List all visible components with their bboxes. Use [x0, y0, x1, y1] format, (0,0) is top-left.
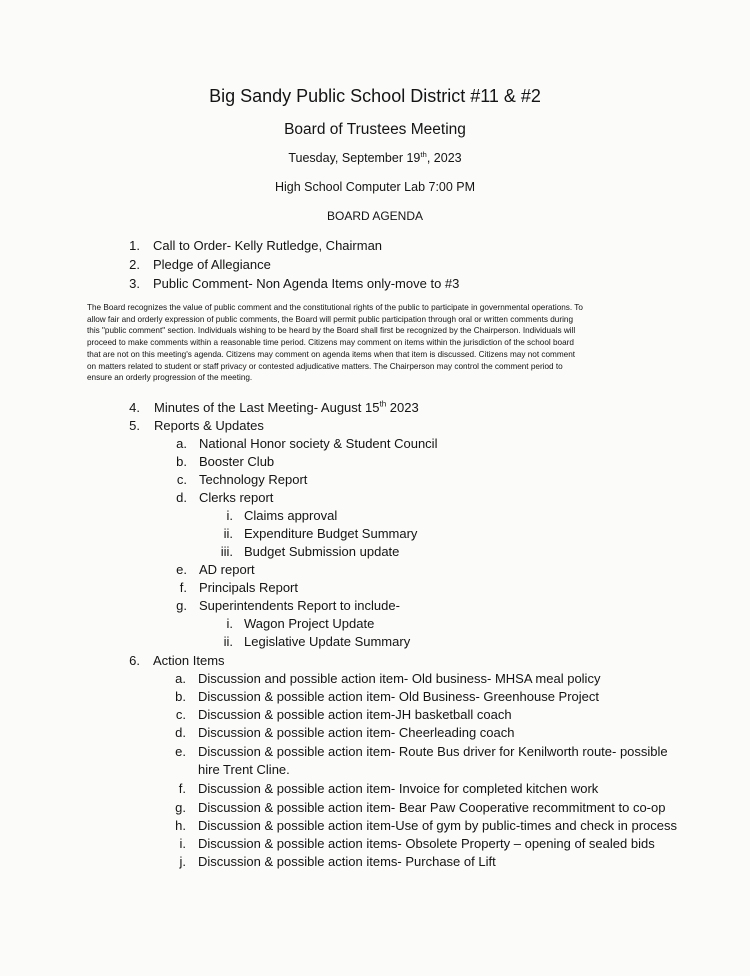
meeting-title: Board of Trustees Meeting — [284, 121, 466, 138]
meeting-location: High School Computer Lab 7:00 PM — [274, 180, 476, 194]
meeting-date: Tuesday, September 19th, 2023 — [288, 149, 462, 165]
district-title: Big Sandy Public School District #11 & #2 — [209, 86, 541, 106]
public-comment-paragraph: The Board recognizes the value of public comment and the constitutional rights of the public to participate in governmental operations. To allow fair and orderly expression of public comments, the Board will permit public participation through oral or written comments during this "public comment" section. Individuals wishing to be heard by the Board shall first be recognized by the Chairperson. Individuals will proceed to make comments within a reasonable time period. Citizens may comment on items within the jurisdiction of the school board that are not on this meeting's agenda. Citizens may comment on agenda items when that item is discussed. Citizens may not comment on matters related to student or staff privacy or contested adjudicative matters. The Chairperson may control the comment period to ensure an orderly progression of the meeting. — [87, 303, 583, 383]
agenda-page: Big Sandy Public School District #11 & #2 Board of Trustees Meeting Tuesday, September 19th, 2023 High School Computer Lab 7:00 PM BOARD AGENDA 1. Call to Order- Kelly Rutledge, Chairman 2. Pledge of Allegiance 3. Public Comment- Non Agenda Items only-move to #3 The Board recognizes the value of public comment and the constitutional rights of the public to participate in governmental operations. To allow fair and orderly expression of public comments, the Board will permit public participation through oral or written comments during this "public comment" section. Individuals wishing to be heard by the Board shall first be recognized by the Chairperson. Individuals will proceed to make comments within a reasonable time period. Citizens may comment on items within the jurisdiction of the school board that are not on this meeting's agenda. Citizens may comment on agenda items when that item is discussed. Citizens may not comment on matters related to student or staff privacy or contested adjudicative matters. The Chairperson may control the comment period to ensure an orderly progression of the meeting. 4. Minutes of the Last Meeting- August 15th 2023 5. Reports & Updates a. National Honor society & Student Council b. Booster Club c. Technology Report d. Clerks report i. Claims approval ii. Expenditure Budget Summary iii. Budget Submission update e. AD report f. Principals Report g. Superintendents Report to include- i. Wagon Project Update ii. Legislative Update Summary 6. Action Items a. Discussion and possible action item- Old business- MHSA meal policy b. Discussion & possible action item- Old Business- Greenhouse Project c. Discussion & possible action item-JH basketball coach d. Discussion & possible action item- Cheerleading coach e. Discussion & possible action item- Route Bus driver for Kenilworth route- possible hire Trent Cline. f. Discussion & possible action item- Invoice for completed kitchen work g. Discussion & possible action item- Bear Paw Cooperative recommitment to co-op h. Discussion & possible action item-Use of gym by public-times and check in process i. Discussion & possible action items- Obsolete Property – opening of sealed bids j. Discussion & possible action items- Purchase of Lift — [0, 0, 750, 976]
agenda-label: BOARD AGENDA — [326, 209, 424, 223]
